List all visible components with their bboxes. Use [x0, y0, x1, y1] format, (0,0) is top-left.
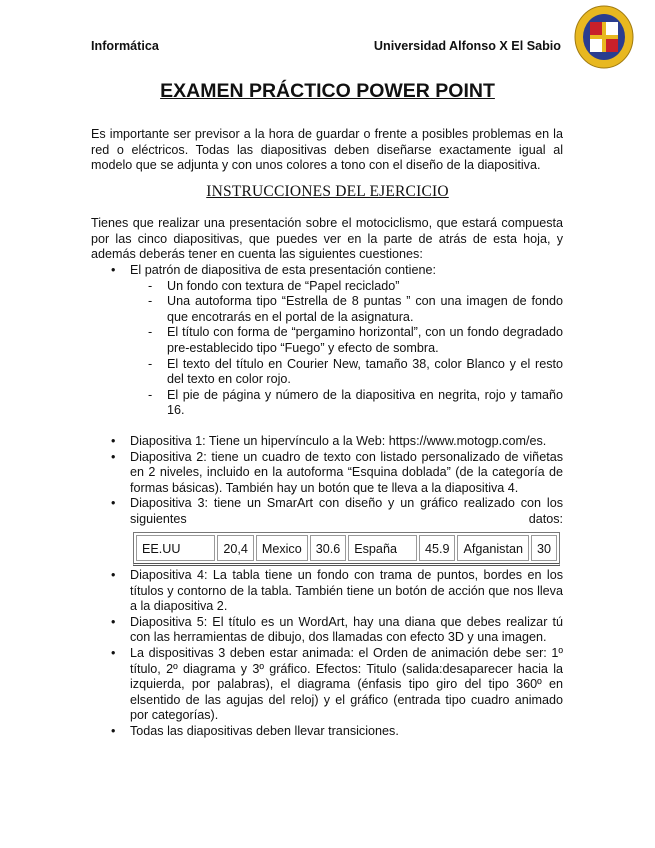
list-item: • Diapositiva 2: tiene un cuadro de texto con listado personalizado de viñetas en 2 niveles, incluido en la autoforma “Esquina doblada” (de la categoría de formas básicas). También hay un botón que te lleva a la diapositiva 4. [91, 450, 563, 497]
pattern-bullet: • El patrón de diapositiva de esta presentación contiene: [91, 263, 563, 279]
intro-paragraph: Es importante ser previsor a la hora de guardar o frente a posibles problemas en la red o eléctricos. Todas las diapositivas deben diseñarse exactamente igual al modelo que se adjunta y con unos colores a tono con el diseño de la diapositiva. [91, 127, 563, 173]
list-item: • La dispositivas 3 deben estar animada: el Orden de animación debe ser: 1º título, 2º diagrama y 3º gráfico. Efectos: Titulo (salida:desaparecer hacia la izquierda, por palabras), el diagrama (énfasis tipo giro del tipo 360º en elsentido de las agujas del reloj) y el gráfico (entrada tipo cuadro animado por categorías). [91, 646, 563, 724]
table-cell: Afganistan [457, 535, 529, 562]
table-row [136, 535, 557, 562]
pattern-sublist [91, 279, 563, 419]
page-title: EXAMEN PRÁCTICO POWER POINT [160, 80, 495, 102]
header-university: Universidad Alfonso X El Sabio [373, 39, 561, 53]
table-cell: 30 [531, 535, 557, 562]
data-table [133, 532, 560, 567]
list-item: - Un fondo con textura de “Papel reciclado” [91, 279, 563, 295]
table-cell: 45.9 [419, 535, 456, 562]
instructions-intro: Tienes que realizar una presentación sobre el motociclismo, que estará compuesta por las cinco diapositivas, que puedes ver en la parte de atrás de esta hoja, y además deberás tener en cuenta las siguientes cuestiones: [91, 216, 563, 262]
university-seal-logo [574, 5, 634, 69]
header-subject: Informática [91, 39, 159, 53]
table-cell: 20,4 [217, 535, 254, 562]
section-title: INSTRUCCIONES DEL EJERCICIO [206, 183, 449, 200]
list-item: - El texto del título en Courier New, tamaño 38, color Blanco y el resto del texto en color rojo. [91, 357, 563, 388]
list-item: • Diapositiva 3: tiene un SmarArt con diseño y un gráfico realizado con los siguientes datos: [91, 496, 563, 527]
list-item: • Diapositiva 4: La tabla tiene un fondo con trama de puntos, bordes en los títulos y contorno de la tabla. También tiene un botón de acción que nos lleva a la diapositiva 2. [91, 568, 563, 615]
list-item: - El título con forma de “pergamino horizontal”, con un fondo degradado pre-establecido tipo “Fuego” y efecto de sombra. [91, 325, 563, 356]
list-item: • Todas las diapositivas deben llevar transiciones. [91, 724, 563, 740]
table-cell: 30.6 [310, 535, 347, 562]
list-item: • Diapositiva 1: Tiene un hipervínculo a la Web: https://www.motogp.com/es. [91, 434, 563, 450]
list-item: - El pie de página y número de la diapositiva en negrita, rojo y tamaño 16. [91, 388, 563, 419]
list-item: - Una autoforma tipo “Estrella de 8 puntas ” con una imagen de fondo que encotrarás en el portal de la asignatura. [91, 294, 563, 325]
list-item: • Diapositiva 5: El título es un WordArt, hay una diana que debes realizar tú con las herramientas de dibujo, dos llamadas con efecto 3D y una imagen. [91, 615, 563, 646]
table-cell: Mexico [256, 535, 308, 562]
table-cell: España [348, 535, 417, 562]
table-cell: EE.UU [136, 535, 215, 562]
